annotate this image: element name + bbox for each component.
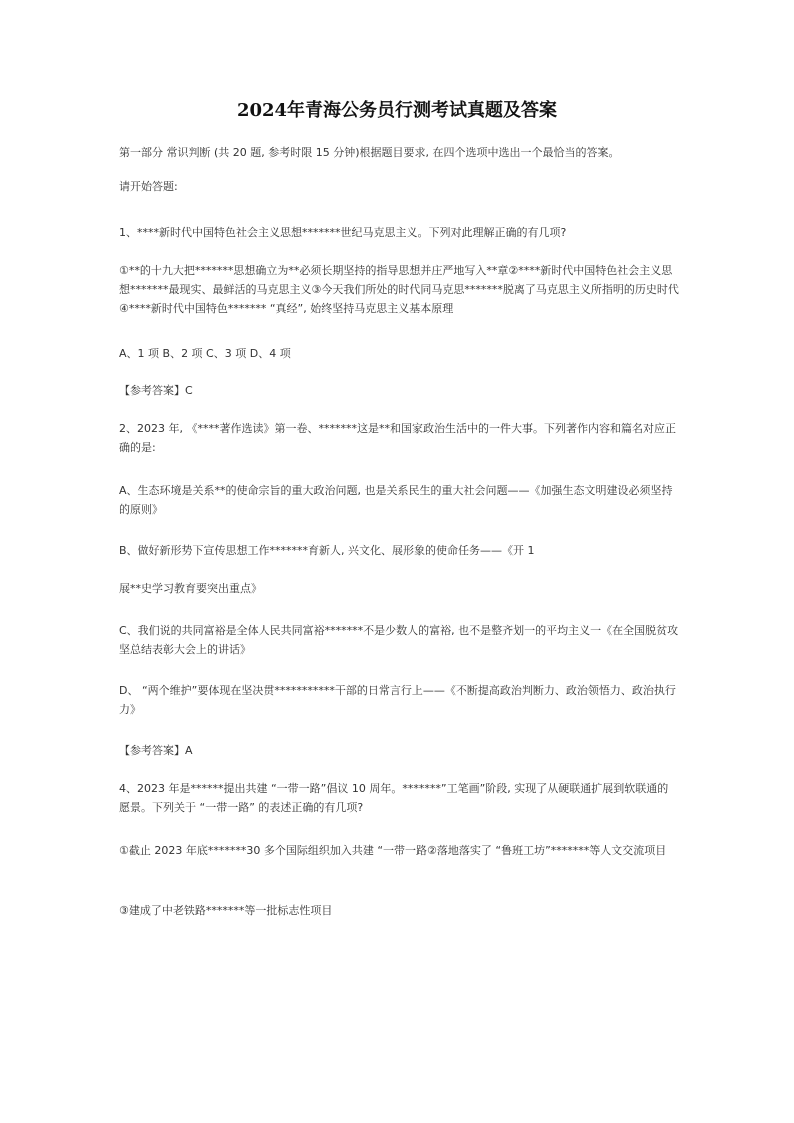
section-intro: 第一部分 常识判断 (共 20 题, 参考时限 15 分钟)根据题目要求, 在四个选项中选出一个最恰当的答案。 <box>119 146 620 159</box>
question-1-statements: ①**的十九大把*******思想确立为**必须长期坚持的指导思想并庄严地写入**章②****新时代中国特色社会主义思想*******最现实、最鲜活的马克思主义③今天我们所处的时代同马克思*******脱离了马克思主义所指明的历史时代④****新时代中国特色******* “真经”, 始终坚持马克思主义基本原理 <box>119 264 679 315</box>
question-2-stem: 2、2023 年, 《****著作选读》第一卷、*******这是**和国家政治生活中的一件大事。下列著作内容和篇名对应正确的是: <box>119 422 676 454</box>
question-4-statement-3: ③建成了中老铁路*******等一批标志性项目 <box>119 904 333 917</box>
question-2-option-c: C、我们说的共同富裕是全体人民共同富裕*******不是少数人的富裕, 也不是整齐划一的平均主义一《在全国脱贫攻坚总结表彰大会上的讲话》 <box>119 624 679 656</box>
start-prompt: 请开始答题: <box>119 180 178 193</box>
question-2-option-b: B、做好新形势下宣传思想工作*******育新人, 兴文化、展形象的使命任务——《开 1 <box>119 544 535 557</box>
question-1-stem: 1、****新时代中国特色社会主义思想*******世纪马克思主义。下列对此理解正确的有几项? <box>119 226 567 239</box>
question-4-statements: ①截止 2023 年底*******30 多个国际组织加入共建 “一带一路②落地落实了 “鲁班工坊”*******等人文交流项目 <box>119 844 667 857</box>
question-2-option-b-continued: 展**史学习教育要突出重点》 <box>119 582 262 595</box>
document-title: 2024年青海公务员行测考试真题及答案 <box>236 100 558 121</box>
question-2-answer: 【参考答案】A <box>119 744 193 757</box>
question-1-options: A、1 项 B、2 项 C、3 项 D、4 项 <box>119 347 291 360</box>
question-2-option-a: A、生态环境是关系**的使命宗旨的重大政治问题, 也是关系民生的重大社会问题——《加强生态文明建设必须坚持的原则》 <box>119 484 673 516</box>
question-2-option-d: D、 “两个维护”要体现在坚决贯***********干部的日常言行上——《不断提高政治判断力、政治领悟力、政治执行力》 <box>119 684 676 716</box>
question-1-answer: 【参考答案】C <box>119 384 193 397</box>
question-4-stem: 4、2023 年是******提出共建 “一带一路”倡议 10 周年。*******”工笔画”阶段, 实现了从硬联通扩展到软联通的愿景。下列关于 “一带一路” 的表述正确的有几项? <box>119 782 669 814</box>
